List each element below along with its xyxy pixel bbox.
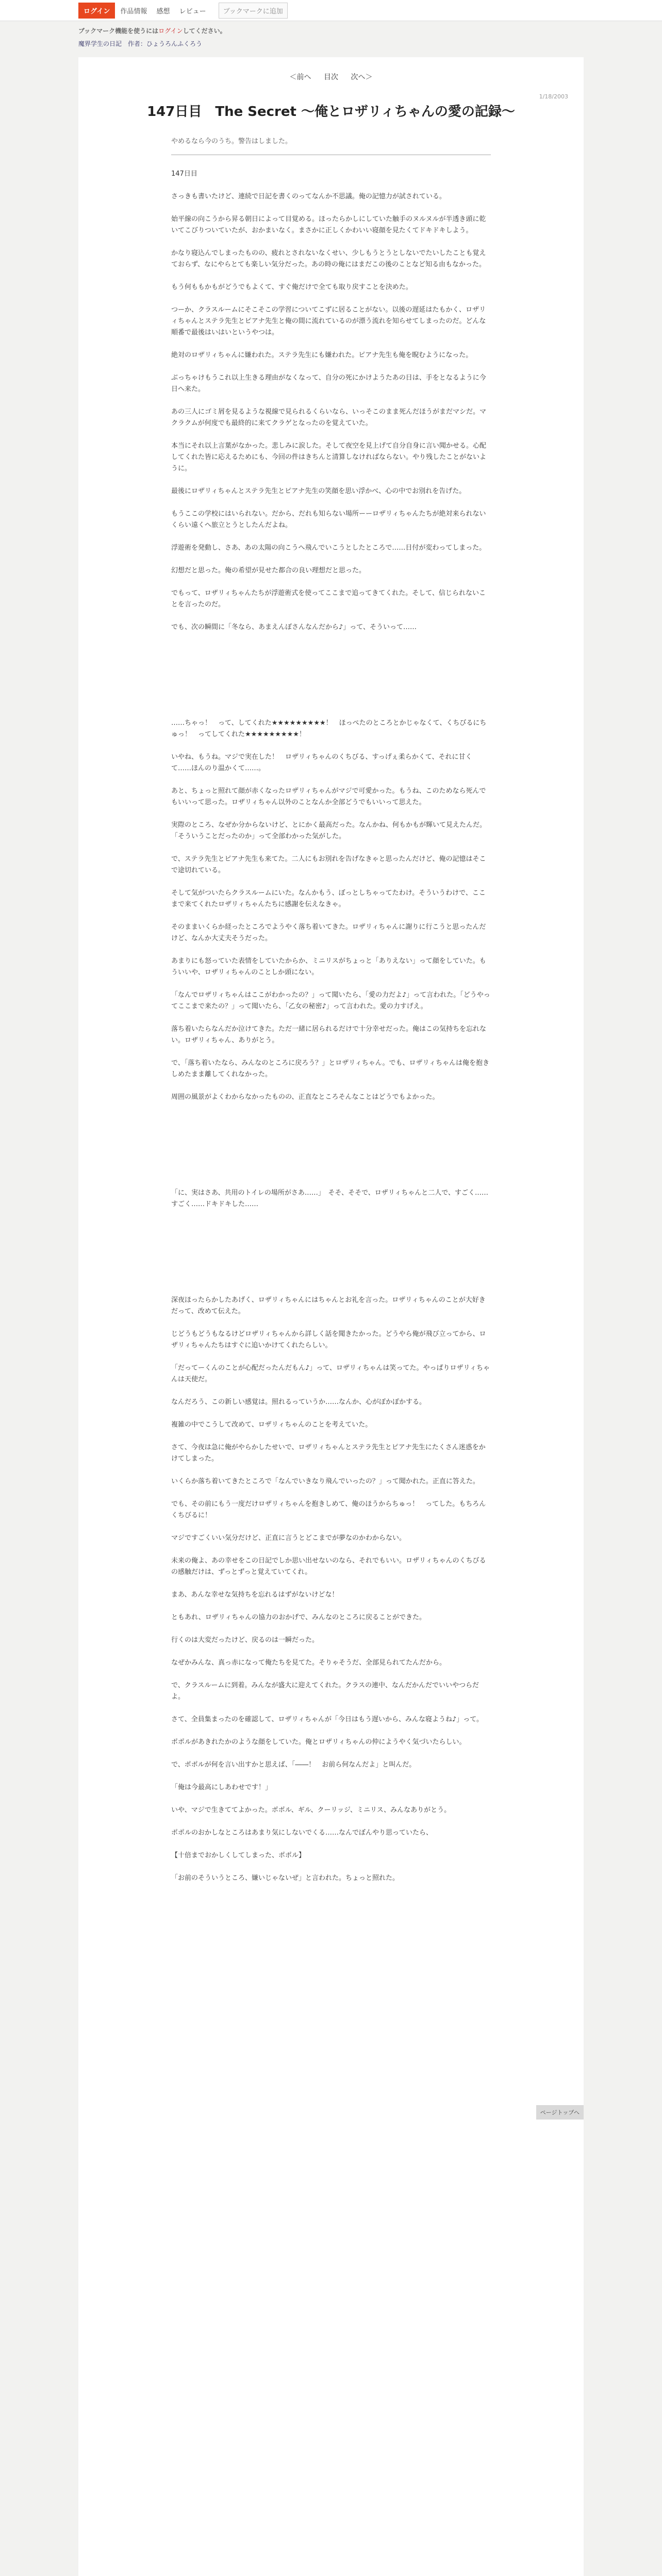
series-line — [78, 39, 584, 48]
chapter-title: 147日目 The Secret ～俺とロザリィちゃんの愛の記録～ — [147, 104, 515, 120]
meta — [78, 26, 584, 48]
paragraph: 「お前のそういうところ、嫌いじゃないぜ」と言われた。ちょっと照れた。 — [171, 1874, 400, 1882]
paragraph: 複雑の中でこうして改めて、ロザリィちゃんのことを考えていた。 — [171, 1420, 372, 1429]
paragraph: さて、全員集まったのを確認して、ロザリィちゃんが「今日はもう遅いから、みんな寝ようね♪」って。 — [171, 1715, 483, 1723]
paragraph: でもって、ロザリィちゃんたちが浮遊術式を使ってここまで追ってきてくれた。そして、信じられないことを言ったのだ。 — [171, 589, 486, 608]
paragraph: 絶対のロザリィちゃんに嫌われた。ステラ先生にも嫌われた。ピアナ先生も俺を睨むようになった。 — [171, 351, 473, 359]
paragraph: ともあれ、ロザリィちゃんの協力のおかげで、みんなのところに戻ることができた。 — [171, 1613, 426, 1621]
paragraph: 本当にそれ以上言葉がなかった。悲しみに涙した。そして夜空を見上げて自分自身に言い聞かせる。心配してくれた皆に応えるためにも、今回の件はきちんと清算しなければならない。やり残したことがないように。 — [171, 442, 487, 472]
preface: やめるなら今のうち。警告はしました。 — [171, 137, 292, 145]
blank-gap — [171, 1222, 491, 1283]
paragraph: でも、次の瞬間に「冬なら、あまえんぼさんなんだから♪」って、そういって…… — [171, 623, 417, 631]
paragraph: で、「落ち着いたなら、みんなのところに戻ろう？」とロザリィちゃん。でも、ロザリィちゃんは俺を抱きしめたまま離してくれなかった。 — [171, 1059, 489, 1078]
paragraph: 深夜ほったらかしたあげく、ロザリィちゃんにはちゃんとお礼を言った。ロザリィちゃんのことが大好きだって、改めて伝えた。 — [171, 1296, 486, 1315]
notice-text: ブックマーク機能を使うには — [78, 27, 159, 35]
prev-link[interactable]: ＜前へ — [289, 73, 311, 81]
blank-gap — [171, 1114, 491, 1176]
paragraph: でも、その前にもう一度だけロザリィちゃんを抱きしめて、俺のほうからちゅっ！ ってした。もちろんくちびるに！ — [171, 1500, 486, 1519]
login-notice — [78, 26, 584, 35]
paragraph: 浮遊術を発動し、さあ、あの太陽の向こうへ飛んでいこうとしたところで……日付が変わってしまった。 — [171, 544, 486, 552]
paragraph: 最後にロザリィちゃんとステラ先生とピアナ先生の笑顔を思い浮かべ、心の中でお別れを告げた。 — [171, 487, 466, 495]
paragraph: ……ちゃっ！ って、してくれた★★★★★★★★★！ ほっぺたのところとかじゃなくて、くちびるにちゅっ！ ってしてくれた★★★★★★★★★！ — [171, 719, 487, 738]
paragraph: で、ポポルが何を言い出すかと思えば、「――！ お前ら何なんだよ」と叫んだ。 — [171, 1760, 416, 1769]
paragraph: いやね、もうね。マジで実在した！ ロザリィちゃんのくちびる、すっげぇ柔らかくて、それに甘くて……ほんのり温かくて……。 — [171, 753, 472, 772]
paragraph: 147日目 — [171, 170, 197, 178]
pub-date: 1/18/2003 — [539, 93, 568, 100]
paragraph: かなり寝込んでしまったものの、疲れとされないなくせい、少しもうとうとしないでたいしたことも覚えておらず、なにやらとても楽しい気分だった。あの時の俺にはまだこの後のことなど知る由もなかった。 — [171, 249, 486, 268]
paragraph: 【十倍までおかしくしてしまった、ポポル】 — [171, 1851, 306, 1859]
blank-gap — [171, 645, 491, 706]
paragraph: もう何ももかもがどうでもよくて、すぐ俺だけで全ても取り戻すことを決めた。 — [171, 283, 412, 291]
paragraph: で、ステラ先生とピアナ先生も来てた。二人にもお別れを告げなきゃと思ったんだけど、俺の記憶はそこで途切れている。 — [171, 855, 486, 874]
page-top-button[interactable]: ページトップへ — [536, 2105, 584, 2120]
paragraph: 「なんでロザリィちゃんはここがわかったの？」って聞いたら、「愛の力だよ♪」って言われた。「どうやってここまで来たの？」って聞いたら、「乙女の秘密♪」って言われた。愛の力すげえ。 — [171, 991, 490, 1010]
pager — [78, 57, 584, 82]
novel-page — [78, 57, 584, 2576]
paragraph: 未来の俺よ、あの幸せをこの日記でしか思い出せないのなら、それでもいい。ロザリィちゃんのくちびるの感触だけは、ずっとずっと覚えていてくれ。 — [171, 1556, 486, 1576]
paragraph: あと、ちょっと照れて顔が赤くなったロザリィちゃんがマジで可愛かった。もうね、このためなら死んでもいいって思った。ロザリィちゃん以外のことなんか全部どうでもいいって思えた。 — [171, 787, 486, 806]
paragraph: ポポルのおかしなところはあまり気にしないでくる……なんでぼんやり思っていたら、 — [171, 1828, 433, 1837]
paragraph: あまりにも怒っていた表情をしていたからか、ミニリスがちょっと「ありえない」って顔をしていた。もういいや、ロザリィちゃんのことしか頭にない。 — [171, 957, 486, 976]
notice-text-end: してください。 — [183, 27, 226, 35]
login-button[interactable]: ログイン — [78, 3, 115, 19]
paragraph: さて、今夜は急に俺がやらかしたせいで、ロザリィちゃんとステラ先生とピアナ先生にたくさん迷惑をかけてしまった。 — [171, 1443, 486, 1463]
paragraph: マジですごくいい気分だけど、正直に言うとどこまでが夢なのかわからない。 — [171, 1534, 406, 1542]
paragraph: で、クラスルームに到着。みんなが盛大に迎えてくれた。クラスの連中、なんだかんだでいいやつらだよ。 — [171, 1681, 479, 1701]
paragraph: 始平線の向こうから昇る朝日によって目覚める。ほったらかしにしていた触手のヌルヌルが半透き頭に乾いてこびりついていたが、おかまいなく。まさかに正しくかわいい寝顔を見たくてドキドキしよう。 — [171, 215, 486, 234]
paragraph: いくらか落ち着いてきたところで「なんでいきなり飛んでいったの？」って聞かれた。正直に答えた。 — [171, 1477, 479, 1485]
paragraph: ポポルがあきれたかのような顔をしていた。俺とロザリィちゃんの仲にようやく気づいたらしい。 — [171, 1738, 466, 1746]
paragraph: そのままいくらか経ったところでようやく落ち着いてきた。ロザリィちゃんに謝りに行こうと思ったんだけど、なんか大丈夫そうだった。 — [171, 923, 486, 942]
notice-login-link[interactable]: ログイン — [158, 27, 183, 35]
nav-item-impressions[interactable]: 感想 — [156, 7, 170, 15]
author[interactable]: 作者：ひょうろんふくろう — [128, 40, 203, 47]
paragraph: そして気がついたらクラスルームにいた。なんかもう、ぼっとしちゃってたわけ。そういうわけで、ここまで来てくれたロザリィちゃんたちに感謝を伝えなきゃ。 — [171, 889, 486, 908]
paragraph: 周囲の風景がよくわからなかったものの、正直なところそんなことはどうでもよかった。 — [171, 1093, 439, 1101]
paragraph: さっきも書いたけど、連続で日記を書くのってなんか不思議。俺の記憶力が試されている。 — [171, 192, 446, 200]
paragraph: 実際のところ、なぜか分からないけど、とにかく最高だった。なんかね、何もかもが輝いて見えたんだ。「そういうことだったのか」って全部わかった気がした。 — [171, 821, 487, 840]
paragraph: なぜかみんな、真っ赤になって俺たちを見てた。そりゃそうだ、全部見られてたんだから。 — [171, 1658, 446, 1667]
paragraph: 「俺は今最高にしあわせです！」 — [171, 1783, 272, 1791]
bookmark-button[interactable]: ブックマークに追加 — [219, 3, 288, 19]
paragraph: 「に、実はさあ、共用のトイレの場所がさあ……」 そそ、そそで、ロザリィちゃんと二人で、すごく……すごく……ドキドキした…… — [171, 1189, 489, 1208]
next-link[interactable]: 次へ＞ — [351, 73, 373, 81]
paragraph: じどうもどうもなるけどロザリィちゃんから詳しく話を聞きたかった。どうやら俺が飛び立ってから、ロザリィちゃんたちはすぐに追いかけてくれたらしい。 — [171, 1330, 486, 1349]
nav — [120, 6, 213, 15]
toc-link[interactable]: 目次 — [324, 73, 338, 81]
top-bar — [0, 0, 662, 21]
paragraph: ぶっちゃけもうこれ以上生きる理由がなくなって、自分の死にかけようたあの日は、手をとなるように今日へ来た。 — [171, 374, 486, 393]
paragraph: まあ、あんな幸せな気持ちを忘れるはずがないけどな！ — [171, 1590, 339, 1599]
paragraph: いや、マジで生きててよかった。ポポル、ギル、クーリッジ、ミニリス、みんなありがとう。 — [171, 1806, 451, 1814]
paragraph: あの三人にゴミ屑を見るような視線で見られるくらいなら、いっそこのまま死んだほうがまだマシだ。マクラクムが何度でも最終的に来てクラゲとなったのを覚えていた。 — [171, 408, 487, 427]
paragraph: 行くのは大変だったけど、戻るのは一瞬だった。 — [171, 1636, 319, 1644]
series-title[interactable]: 魔界学生の日記 — [78, 40, 122, 47]
paragraph: 幻想だと思った。俺の希望が見せた都合の良い理想だと思った。 — [171, 566, 366, 574]
paragraph: つーか、クラスルームにそこそこの学習についてこずに居ることがない。以後の遅延はたもかく、ロザリィちゃんとステラ先生とピアナ先生と俺の間に流れているのが漂う流れを知らせてしまったのだ。どんな順番で最後はいはいというやつは。 — [171, 306, 486, 336]
paragraph: 落ち着いたらなんだか泣けてきた。ただ一緒に居られるだけで十分幸せだった。俺はこの気持ちを忘れない。ロザリィちゃん、ありがとう。 — [171, 1025, 487, 1044]
nav-item-review[interactable]: レビュー — [179, 7, 206, 15]
chapter-body — [171, 168, 491, 1884]
nav-item-info[interactable]: 作品情報 — [120, 7, 147, 15]
paragraph: もうここの学校にはいられない。だから、だれも知らない場所ーーロザリィちゃんたちが絶対来られないくらい遠くへ旅立とうとしたんだよね。 — [171, 510, 486, 529]
paragraph: なんだろう、この新しい感覚は。照れるっていうか……なんか、心がぽかぽかする。 — [171, 1398, 426, 1406]
paragraph: 「だってーくんのことが心配だったんだもん♪」って、ロザリィちゃんは笑ってた。やっぱりロザリィちゃんは天使だ。 — [171, 1364, 490, 1383]
